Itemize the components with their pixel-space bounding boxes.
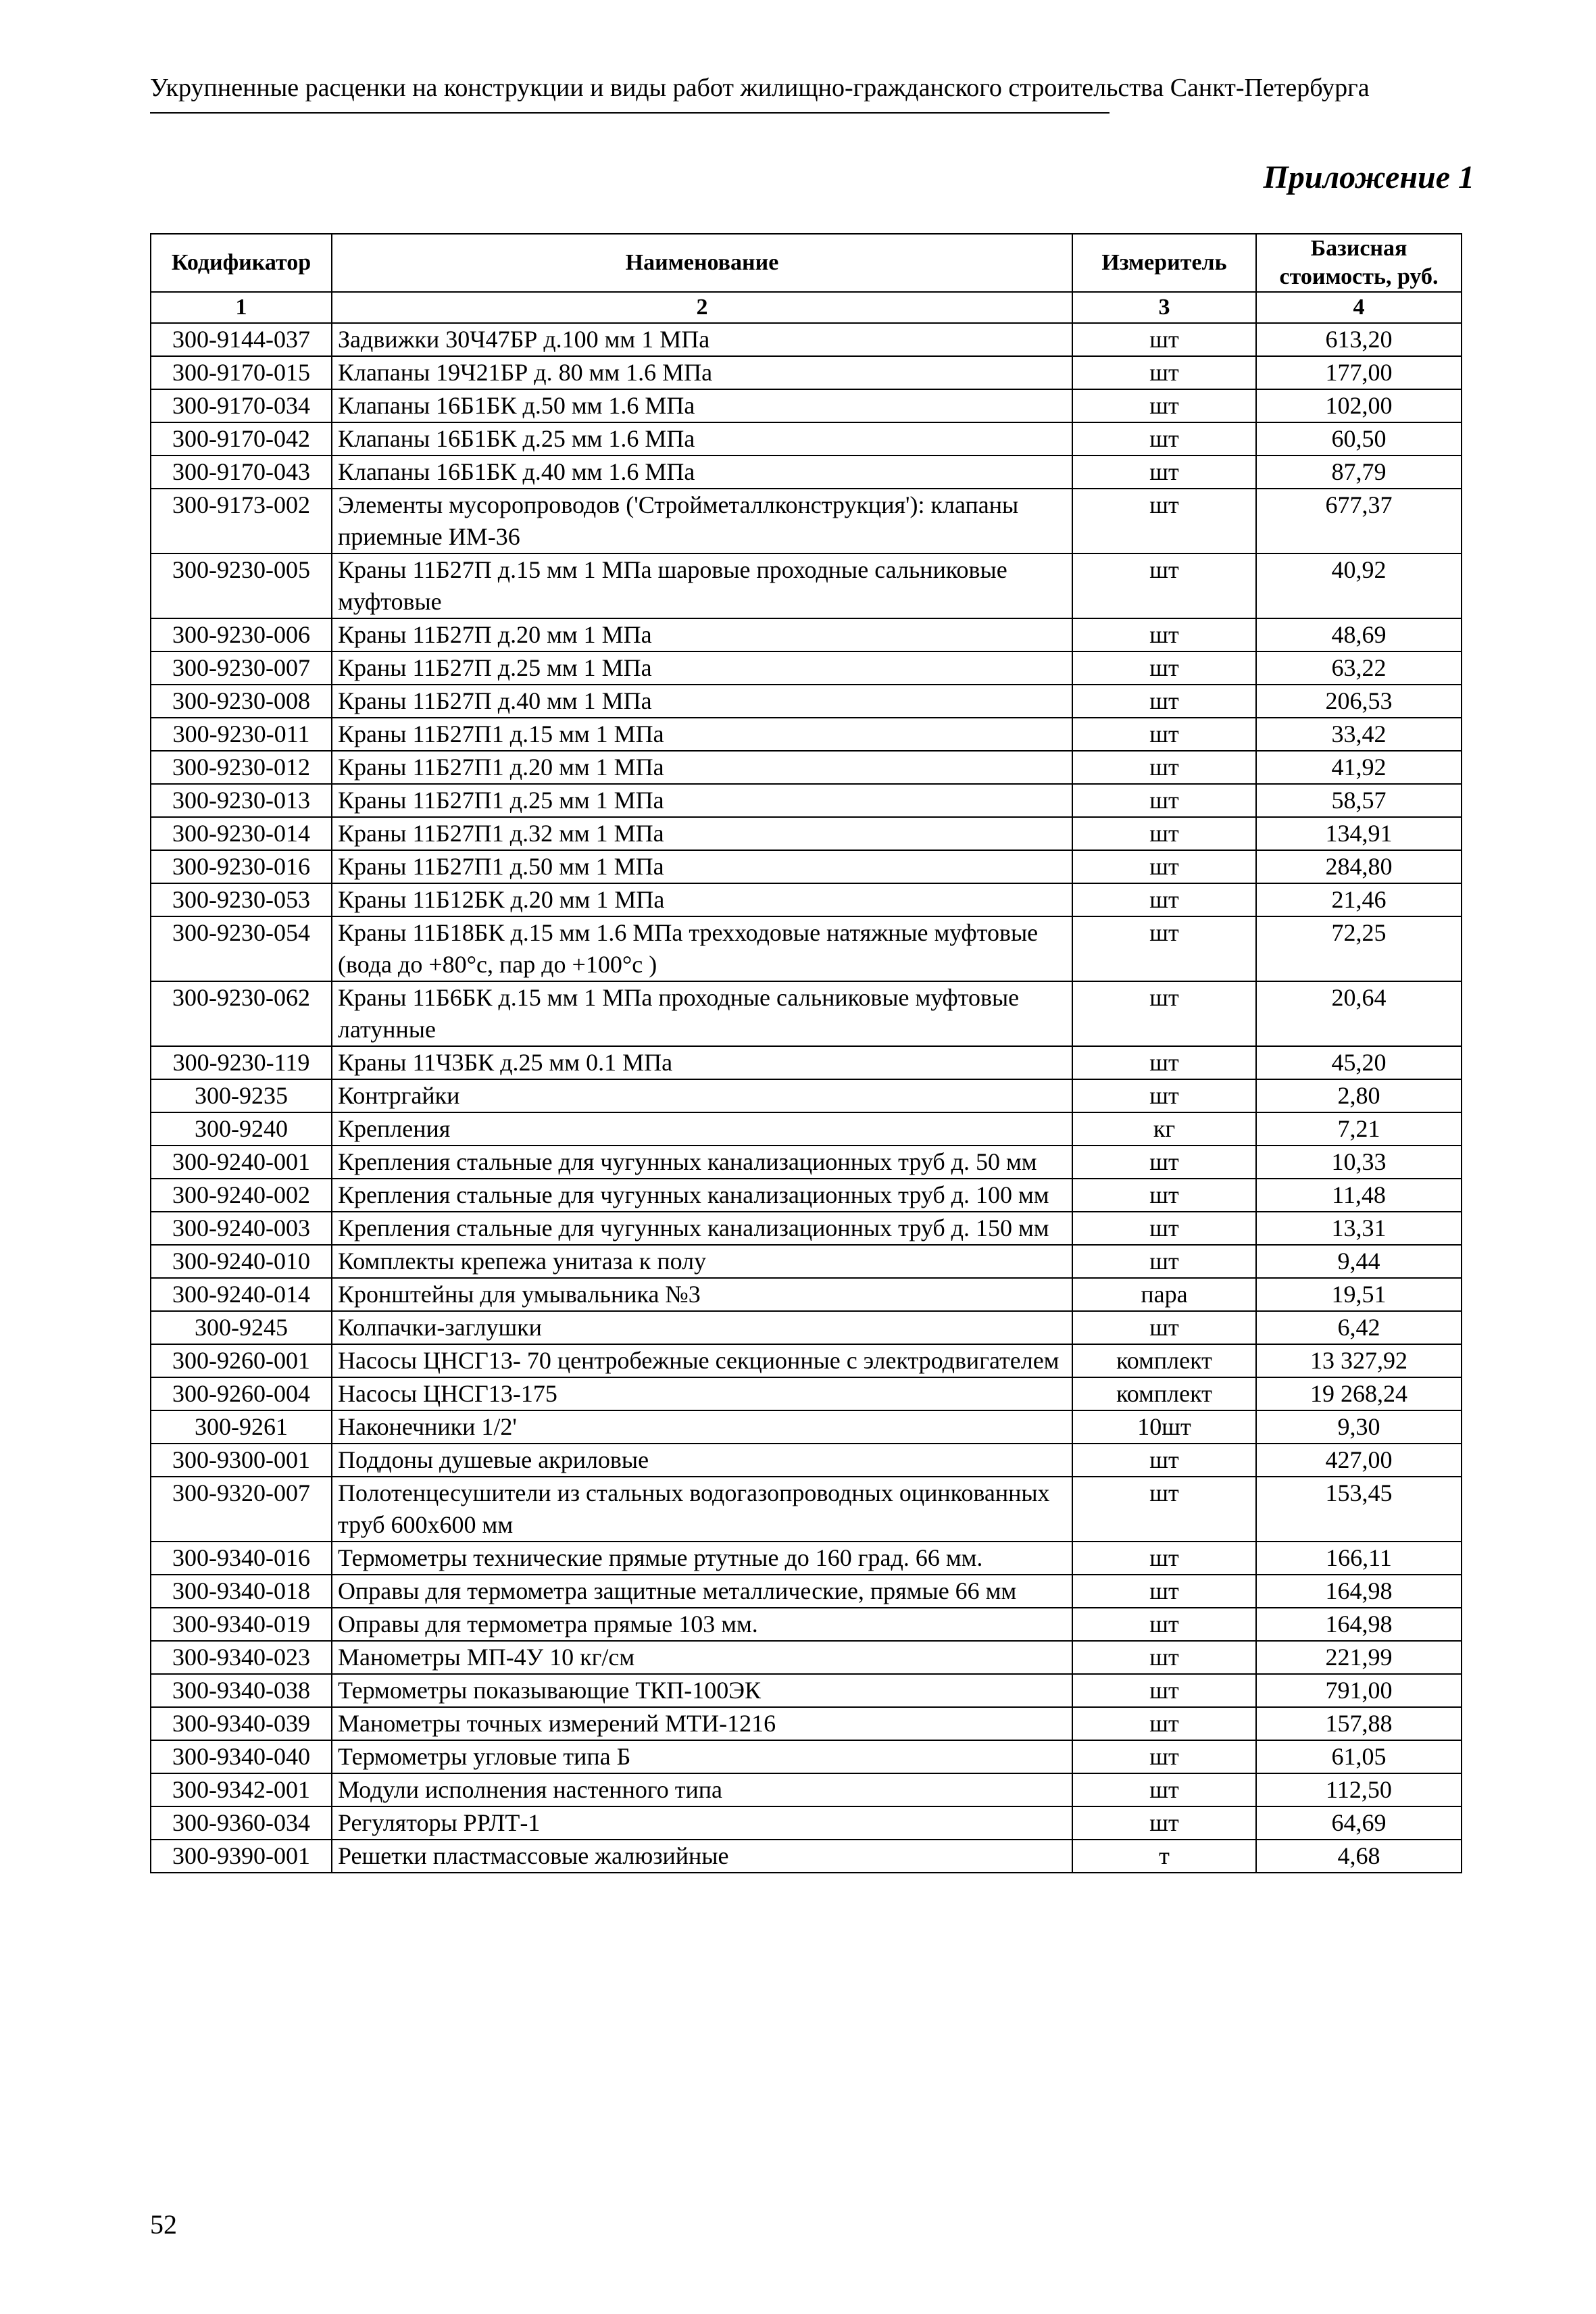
- table-row: [151, 1278, 1462, 1311]
- cell-unit: шт: [1072, 618, 1256, 651]
- cell-unit: шт: [1072, 1212, 1256, 1245]
- cell-price: 157,88: [1256, 1707, 1462, 1740]
- cell-price: 206,53: [1256, 685, 1462, 718]
- cell-name: Задвижки 30Ч47БР д.100 мм 1 МПа: [332, 323, 1072, 356]
- column-header-name: Наименование: [332, 234, 1072, 292]
- table-row: [151, 1245, 1462, 1278]
- cell-code: 300-9230-062: [151, 981, 332, 1046]
- cell-unit: т: [1072, 1840, 1256, 1873]
- table-row: [151, 356, 1462, 389]
- cell-code: 300-9240-002: [151, 1179, 332, 1212]
- cell-price: 13 327,92: [1256, 1344, 1462, 1377]
- cell-unit: шт: [1072, 1444, 1256, 1477]
- cell-price: 177,00: [1256, 356, 1462, 389]
- column-number: 3: [1072, 292, 1256, 323]
- cell-name: Термометры угловые типа Б: [332, 1740, 1072, 1773]
- cell-unit: 10шт: [1072, 1410, 1256, 1444]
- table-row: [151, 1410, 1462, 1444]
- column-header-unit: Измеритель: [1072, 234, 1256, 292]
- cell-code: 300-9340-019: [151, 1608, 332, 1641]
- cell-unit: шт: [1072, 389, 1256, 422]
- table-row: [151, 1344, 1462, 1377]
- cell-code: 300-9340-039: [151, 1707, 332, 1740]
- cell-name: Манометры точных измерений МТИ-1216: [332, 1707, 1072, 1740]
- cell-unit: шт: [1072, 1575, 1256, 1608]
- page-number: 52: [150, 2209, 177, 2240]
- table-row: [151, 1674, 1462, 1707]
- cell-name: Манометры МП-4У 10 кг/см: [332, 1641, 1072, 1674]
- cell-code: 300-9230-008: [151, 685, 332, 718]
- cell-code: 300-9300-001: [151, 1444, 332, 1477]
- cell-code: 300-9260-001: [151, 1344, 332, 1377]
- cell-unit: шт: [1072, 1311, 1256, 1344]
- cell-price: 164,98: [1256, 1608, 1462, 1641]
- table-row: [151, 1146, 1462, 1179]
- cell-unit: шт: [1072, 456, 1256, 489]
- cell-code: 300-9240-014: [151, 1278, 332, 1311]
- column-header-price: Базисная стоимость, руб.: [1256, 234, 1462, 292]
- cell-price: 40,92: [1256, 553, 1462, 618]
- cell-code: 300-9390-001: [151, 1840, 332, 1873]
- cell-name: Краны 11Б27П д.40 мм 1 МПа: [332, 685, 1072, 718]
- cell-price: 33,42: [1256, 718, 1462, 751]
- cell-name: Наконечники 1/2': [332, 1410, 1072, 1444]
- cell-unit: шт: [1072, 1245, 1256, 1278]
- cell-name: Насосы ЦНСГ13-175: [332, 1377, 1072, 1410]
- cell-price: 20,64: [1256, 981, 1462, 1046]
- cell-unit: шт: [1072, 323, 1256, 356]
- table-row: [151, 1444, 1462, 1477]
- column-number: 1: [151, 292, 332, 323]
- column-number-row: [151, 292, 1462, 323]
- table-row: [151, 981, 1462, 1046]
- cell-code: 300-9230-014: [151, 817, 332, 850]
- cell-unit: шт: [1072, 489, 1256, 553]
- cell-unit: шт: [1072, 1146, 1256, 1179]
- table-row: [151, 1740, 1462, 1773]
- cell-name: Комплекты крепежа унитаза к полу: [332, 1245, 1072, 1278]
- table-row: [151, 850, 1462, 883]
- cell-price: 19,51: [1256, 1278, 1462, 1311]
- cell-unit: шт: [1072, 356, 1256, 389]
- table-row: [151, 1212, 1462, 1245]
- cell-name: Краны 11Б27П1 д.15 мм 1 МПа: [332, 718, 1072, 751]
- cell-unit: шт: [1072, 1674, 1256, 1707]
- cell-price: 10,33: [1256, 1146, 1462, 1179]
- cell-code: 300-9170-034: [151, 389, 332, 422]
- cell-name: Насосы ЦНСГ13- 70 центробежные секционные с электродвигателем: [332, 1344, 1072, 1377]
- cell-unit: шт: [1072, 1608, 1256, 1641]
- cell-price: 677,37: [1256, 489, 1462, 553]
- cell-price: 284,80: [1256, 850, 1462, 883]
- cell-price: 45,20: [1256, 1046, 1462, 1079]
- cell-name: Решетки пластмассовые жалюзийные: [332, 1840, 1072, 1873]
- cell-name: Модули исполнения настенного типа: [332, 1773, 1072, 1806]
- cell-name: Термометры показывающие ТКП-100ЭК: [332, 1674, 1072, 1707]
- cell-name: Краны 11Б27П д.15 мм 1 МПа шаровые проходные сальниковые муфтовые: [332, 553, 1072, 618]
- cell-price: 166,11: [1256, 1542, 1462, 1575]
- column-number: 4: [1256, 292, 1462, 323]
- cell-name: Крепления: [332, 1112, 1072, 1146]
- table-row: [151, 1806, 1462, 1840]
- cell-unit: шт: [1072, 718, 1256, 751]
- cell-unit: шт: [1072, 1046, 1256, 1079]
- cell-price: 41,92: [1256, 751, 1462, 784]
- cell-unit: шт: [1072, 751, 1256, 784]
- cell-unit: шт: [1072, 553, 1256, 618]
- cell-unit: шт: [1072, 1806, 1256, 1840]
- cell-name: Клапаны 16Б1БК д.50 мм 1.6 МПа: [332, 389, 1072, 422]
- table-row: [151, 718, 1462, 751]
- table-row: [151, 1641, 1462, 1674]
- price-table: [150, 233, 1462, 1873]
- table-row: [151, 422, 1462, 456]
- table-row: [151, 553, 1462, 618]
- cell-name: Крепления стальные для чугунных канализационных труб д. 150 мм: [332, 1212, 1072, 1245]
- cell-unit: шт: [1072, 916, 1256, 981]
- cell-price: 61,05: [1256, 1740, 1462, 1773]
- cell-code: 300-9230-119: [151, 1046, 332, 1079]
- cell-code: 300-9240-010: [151, 1245, 332, 1278]
- cell-code: 300-9340-016: [151, 1542, 332, 1575]
- cell-unit: шт: [1072, 685, 1256, 718]
- cell-code: 300-9235: [151, 1079, 332, 1112]
- cell-price: 112,50: [1256, 1773, 1462, 1806]
- table-row: [151, 456, 1462, 489]
- cell-name: Краны 11Б27П д.20 мм 1 МПа: [332, 618, 1072, 651]
- cell-code: 300-9360-034: [151, 1806, 332, 1840]
- cell-unit: шт: [1072, 981, 1256, 1046]
- table-row: [151, 618, 1462, 651]
- cell-code: 300-9144-037: [151, 323, 332, 356]
- cell-unit: шт: [1072, 883, 1256, 916]
- cell-price: 134,91: [1256, 817, 1462, 850]
- cell-unit: шт: [1072, 1079, 1256, 1112]
- cell-code: 300-9230-006: [151, 618, 332, 651]
- table-row: [151, 1773, 1462, 1806]
- table-row: [151, 1840, 1462, 1873]
- table-row: [151, 916, 1462, 981]
- cell-code: 300-9230-005: [151, 553, 332, 618]
- cell-price: 63,22: [1256, 651, 1462, 685]
- cell-unit: шт: [1072, 850, 1256, 883]
- cell-price: 102,00: [1256, 389, 1462, 422]
- table-row: [151, 1608, 1462, 1641]
- cell-name: Клапаны 16Б1БК д.40 мм 1.6 МПа: [332, 456, 1072, 489]
- table-row: [151, 1477, 1462, 1542]
- cell-code: 300-9170-043: [151, 456, 332, 489]
- cell-code: 300-9230-011: [151, 718, 332, 751]
- cell-code: 300-9230-054: [151, 916, 332, 981]
- cell-name: Клапаны 16Б1БК д.25 мм 1.6 МПа: [332, 422, 1072, 456]
- cell-code: 300-9173-002: [151, 489, 332, 553]
- cell-unit: шт: [1072, 1740, 1256, 1773]
- cell-code: 300-9340-018: [151, 1575, 332, 1608]
- cell-price: 7,21: [1256, 1112, 1462, 1146]
- column-number: 2: [332, 292, 1072, 323]
- table-header-row: [151, 234, 1462, 292]
- cell-name: Краны 11Б27П1 д.50 мм 1 МПа: [332, 850, 1072, 883]
- table-row: [151, 1046, 1462, 1079]
- cell-code: 300-9240-001: [151, 1146, 332, 1179]
- table-row: [151, 751, 1462, 784]
- cell-price: 11,48: [1256, 1179, 1462, 1212]
- table-row: [151, 817, 1462, 850]
- cell-code: 300-9342-001: [151, 1773, 332, 1806]
- cell-name: Контргайки: [332, 1079, 1072, 1112]
- table-row: [151, 1311, 1462, 1344]
- cell-price: 613,20: [1256, 323, 1462, 356]
- cell-unit: комплект: [1072, 1377, 1256, 1410]
- cell-price: 6,42: [1256, 1311, 1462, 1344]
- cell-price: 153,45: [1256, 1477, 1462, 1542]
- cell-unit: кг: [1072, 1112, 1256, 1146]
- cell-code: 300-9320-007: [151, 1477, 332, 1542]
- table-row: [151, 784, 1462, 817]
- cell-unit: шт: [1072, 422, 1256, 456]
- cell-price: 60,50: [1256, 422, 1462, 456]
- cell-price: 64,69: [1256, 1806, 1462, 1840]
- cell-name: Краны 11Б27П1 д.20 мм 1 МПа: [332, 751, 1072, 784]
- cell-name: Краны 11Ч3БК д.25 мм 0.1 МПа: [332, 1046, 1072, 1079]
- cell-price: 21,46: [1256, 883, 1462, 916]
- cell-name: Краны 11Б27П1 д.32 мм 1 МПа: [332, 817, 1072, 850]
- cell-code: 300-9340-023: [151, 1641, 332, 1674]
- cell-name: Крепления стальные для чугунных канализационных труб д. 100 мм: [332, 1179, 1072, 1212]
- table-row: [151, 389, 1462, 422]
- cell-unit: шт: [1072, 651, 1256, 685]
- table-row: [151, 1179, 1462, 1212]
- cell-unit: шт: [1072, 784, 1256, 817]
- cell-price: 48,69: [1256, 618, 1462, 651]
- table-row: [151, 1112, 1462, 1146]
- cell-code: 300-9245: [151, 1311, 332, 1344]
- cell-code: 300-9260-004: [151, 1377, 332, 1410]
- cell-name: Краны 11Б27П д.25 мм 1 МПа: [332, 651, 1072, 685]
- cell-unit: шт: [1072, 817, 1256, 850]
- table-row: [151, 1377, 1462, 1410]
- table-row: [151, 1542, 1462, 1575]
- cell-name: Краны 11Б27П1 д.25 мм 1 МПа: [332, 784, 1072, 817]
- cell-unit: шт: [1072, 1641, 1256, 1674]
- table-row: [151, 685, 1462, 718]
- cell-name: Краны 11Б6БК д.15 мм 1 МПа проходные сальниковые муфтовые латунные: [332, 981, 1072, 1046]
- cell-name: Клапаны 19Ч21БР д. 80 мм 1.6 МПа: [332, 356, 1072, 389]
- cell-price: 791,00: [1256, 1674, 1462, 1707]
- table-body: [151, 323, 1462, 1873]
- cell-name: Кронштейны для умывальника №3: [332, 1278, 1072, 1311]
- cell-unit: комплект: [1072, 1344, 1256, 1377]
- table-row: [151, 489, 1462, 553]
- cell-code: 300-9230-012: [151, 751, 332, 784]
- cell-code: 300-9240: [151, 1112, 332, 1146]
- cell-price: 58,57: [1256, 784, 1462, 817]
- cell-unit: пара: [1072, 1278, 1256, 1311]
- column-header-code: Кодификатор: [151, 234, 332, 292]
- cell-price: 4,68: [1256, 1840, 1462, 1873]
- cell-unit: шт: [1072, 1542, 1256, 1575]
- cell-code: 300-9170-015: [151, 356, 332, 389]
- cell-code: 300-9170-042: [151, 422, 332, 456]
- cell-code: 300-9340-038: [151, 1674, 332, 1707]
- cell-price: 164,98: [1256, 1575, 1462, 1608]
- cell-price: 72,25: [1256, 916, 1462, 981]
- cell-code: 300-9340-040: [151, 1740, 332, 1773]
- cell-code: 300-9230-053: [151, 883, 332, 916]
- cell-name: Оправы для термометра прямые 103 мм.: [332, 1608, 1072, 1641]
- table-row: [151, 883, 1462, 916]
- cell-name: Крепления стальные для чугунных канализационных труб д. 50 мм: [332, 1146, 1072, 1179]
- cell-code: 300-9261: [151, 1410, 332, 1444]
- table-row: [151, 1079, 1462, 1112]
- page-header: Укрупненные расценки на конструкции и виды работ жилищно-гражданского строительства Санкт-Петербурга: [150, 74, 1370, 102]
- table-row: [151, 1575, 1462, 1608]
- cell-price: 427,00: [1256, 1444, 1462, 1477]
- cell-name: Полотенцесушители из стальных водогазопроводных оцинкованных труб 600х600 мм: [332, 1477, 1072, 1542]
- cell-price: 87,79: [1256, 456, 1462, 489]
- cell-price: 19 268,24: [1256, 1377, 1462, 1410]
- cell-price: 9,44: [1256, 1245, 1462, 1278]
- table-row: [151, 323, 1462, 356]
- cell-unit: шт: [1072, 1477, 1256, 1542]
- cell-price: 13,31: [1256, 1212, 1462, 1245]
- cell-code: 300-9230-016: [151, 850, 332, 883]
- table-row: [151, 651, 1462, 685]
- cell-name: Оправы для термометра защитные металлические, прямые 66 мм: [332, 1575, 1072, 1608]
- cell-code: 300-9230-013: [151, 784, 332, 817]
- cell-name: Поддоны душевые акриловые: [332, 1444, 1072, 1477]
- cell-unit: шт: [1072, 1773, 1256, 1806]
- cell-name: Краны 11Б18БК д.15 мм 1.6 МПа трехходовые натяжные муфтовые (вода до +80°с, пар до +100°с ): [332, 916, 1072, 981]
- cell-price: 221,99: [1256, 1641, 1462, 1674]
- cell-unit: шт: [1072, 1707, 1256, 1740]
- cell-name: Колпачки-заглушки: [332, 1311, 1072, 1344]
- cell-name: Термометры технические прямые ртутные до 160 град. 66 мм.: [332, 1542, 1072, 1575]
- cell-name: Элементы мусоропроводов ('Стройметаллконструкция'): клапаны приемные ИМ-36: [332, 489, 1072, 553]
- cell-price: 9,30: [1256, 1410, 1462, 1444]
- header-divider: [150, 112, 1109, 114]
- cell-code: 300-9230-007: [151, 651, 332, 685]
- cell-unit: шт: [1072, 1179, 1256, 1212]
- cell-name: Краны 11Б12БК д.20 мм 1 МПа: [332, 883, 1072, 916]
- table-row: [151, 1707, 1462, 1740]
- cell-code: 300-9240-003: [151, 1212, 332, 1245]
- cell-price: 2,80: [1256, 1079, 1462, 1112]
- cell-name: Регуляторы РРЛТ-1: [332, 1806, 1072, 1840]
- appendix-label: Приложение 1: [1263, 159, 1474, 195]
